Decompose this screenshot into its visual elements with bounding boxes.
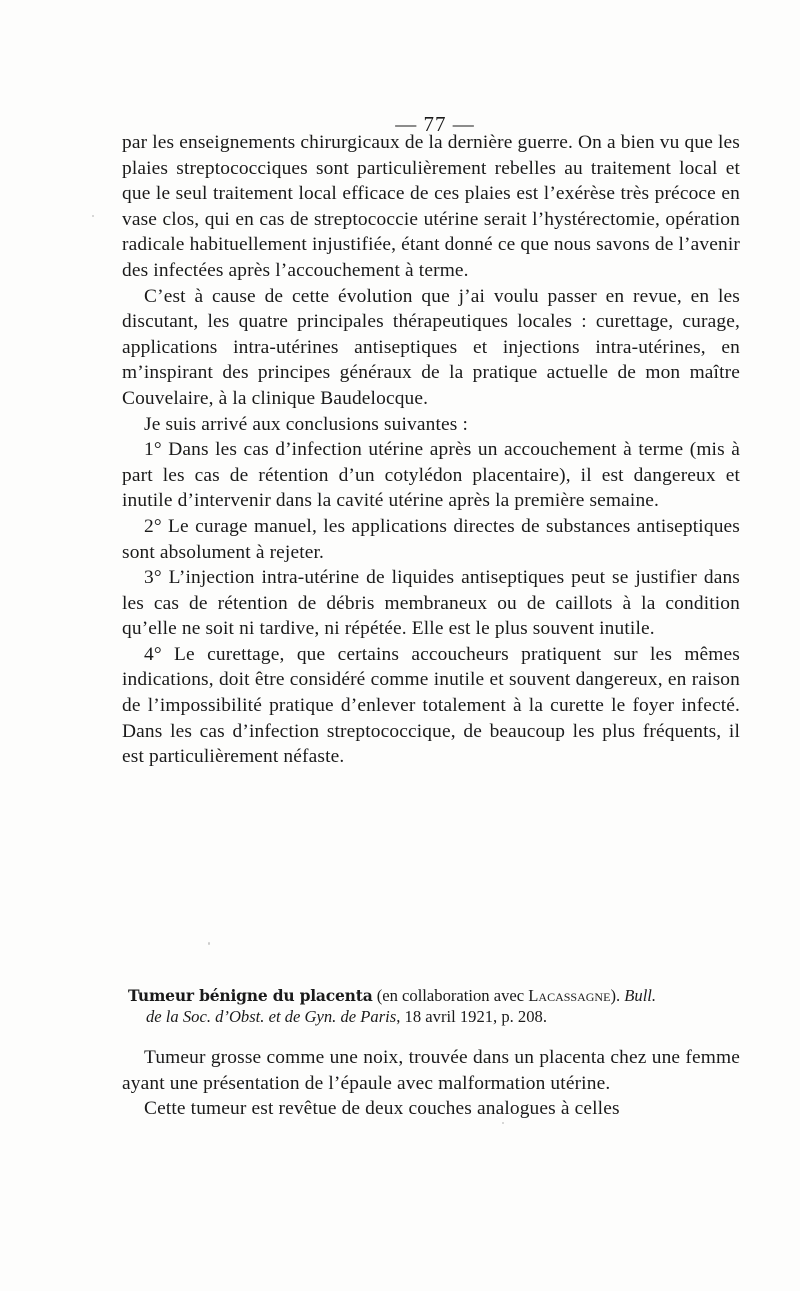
scan-speck <box>502 1122 504 1124</box>
bibliographic-reference <box>128 985 740 1027</box>
reference-collab-prefix: (en collaboration avec <box>372 986 529 1005</box>
reference-date-page: , 18 avril 1921, p. 208. <box>396 1007 547 1026</box>
paragraph-conclusion-2: 2° Le curage manuel, les applications directes de substances antiseptiques sont absolument à rejeter. <box>122 515 740 563</box>
reference-title: Tumeur bénigne du placenta <box>128 986 373 1005</box>
paragraph-conclusion-1: 1° Dans les cas d’infection utérine après un accouchement à terme (mis à part les cas de rétention d’un cotylédon placentaire), il est dangereux et inutile d’intervenir dans la cavité utérine après la première semaine. <box>122 439 740 512</box>
paragraph-conclusions-heading: Je suis arrivé aux conclusions suivantes : <box>144 413 469 435</box>
paragraph-conclusion-4: 4° Le curettage, que certains accoucheurs pratiquent sur les mêmes indications, doit être considéré comme inutile et souvent dangereux, en raison de l’impossibilité pratique d’enlever totalement à la curette le foyer infecté. Dans les cas d’infection streptococcique, de beaucoup les plus fréquents, il est particulièrement néfaste. <box>122 643 740 768</box>
paragraph-tumor-description: Tumeur grosse comme une noix, trouvée dans un placenta chez une femme ayant une présentation de l’épaule avec malformation utérine. <box>122 1047 740 1094</box>
paragraph-intro-continued: par les enseignements chirurgicaux de la dernière guerre. On a bien vu que les plaies streptococciques sont particulièrement rebelles au traitement local et que le seul traitement local efficace de ces plaies est l’exérèse très précoce en vase clos, qui en cas de streptococcie utérine serait l’hystérectomie, opération radicale habituellement injustifiée, étant donné ce que nous savons de l’avenir des infectées après l’accouchement à terme. <box>122 132 740 281</box>
page-number: — 77 — <box>395 112 475 136</box>
scan-speck <box>208 942 210 945</box>
reference-collaborator: Lacassagne <box>528 986 611 1005</box>
reference-collab-suffix: ). <box>610 986 625 1005</box>
body-section-therapeutics <box>122 130 740 770</box>
reference-journal-part1: Bull. <box>624 986 657 1005</box>
reference-journal-part2: de la Soc. d’Obst. et de Gyn. de Paris <box>146 1007 397 1026</box>
scan-speck <box>92 215 94 217</box>
paragraph-conclusion-3: 3° L’injection intra-utérine de liquides antiseptiques peut se justifier dans les cas de rétention de débris membraneux ou de caillots à la condition qu’elle ne soit ni tardive, ni répétée. Elle est le plus souvent inutile. <box>122 567 740 640</box>
paragraph-evolution: C’est à cause de cette évolution que j’ai voulu passer en revue, en les discutant, les quatre principales thérapeutiques locales : curettage, curage, applications intra-utérines antiseptiques et injections intra-utérines, en m’inspirant des principes généraux de la pratique actuelle de mon maître Couvelaire, à la clinique Baudelocque. <box>122 285 740 409</box>
paragraph-tumor-layers: Cette tumeur est revêtue de deux couches analogues à celles <box>144 1098 620 1120</box>
body-section-placenta-tumor <box>122 1045 740 1122</box>
